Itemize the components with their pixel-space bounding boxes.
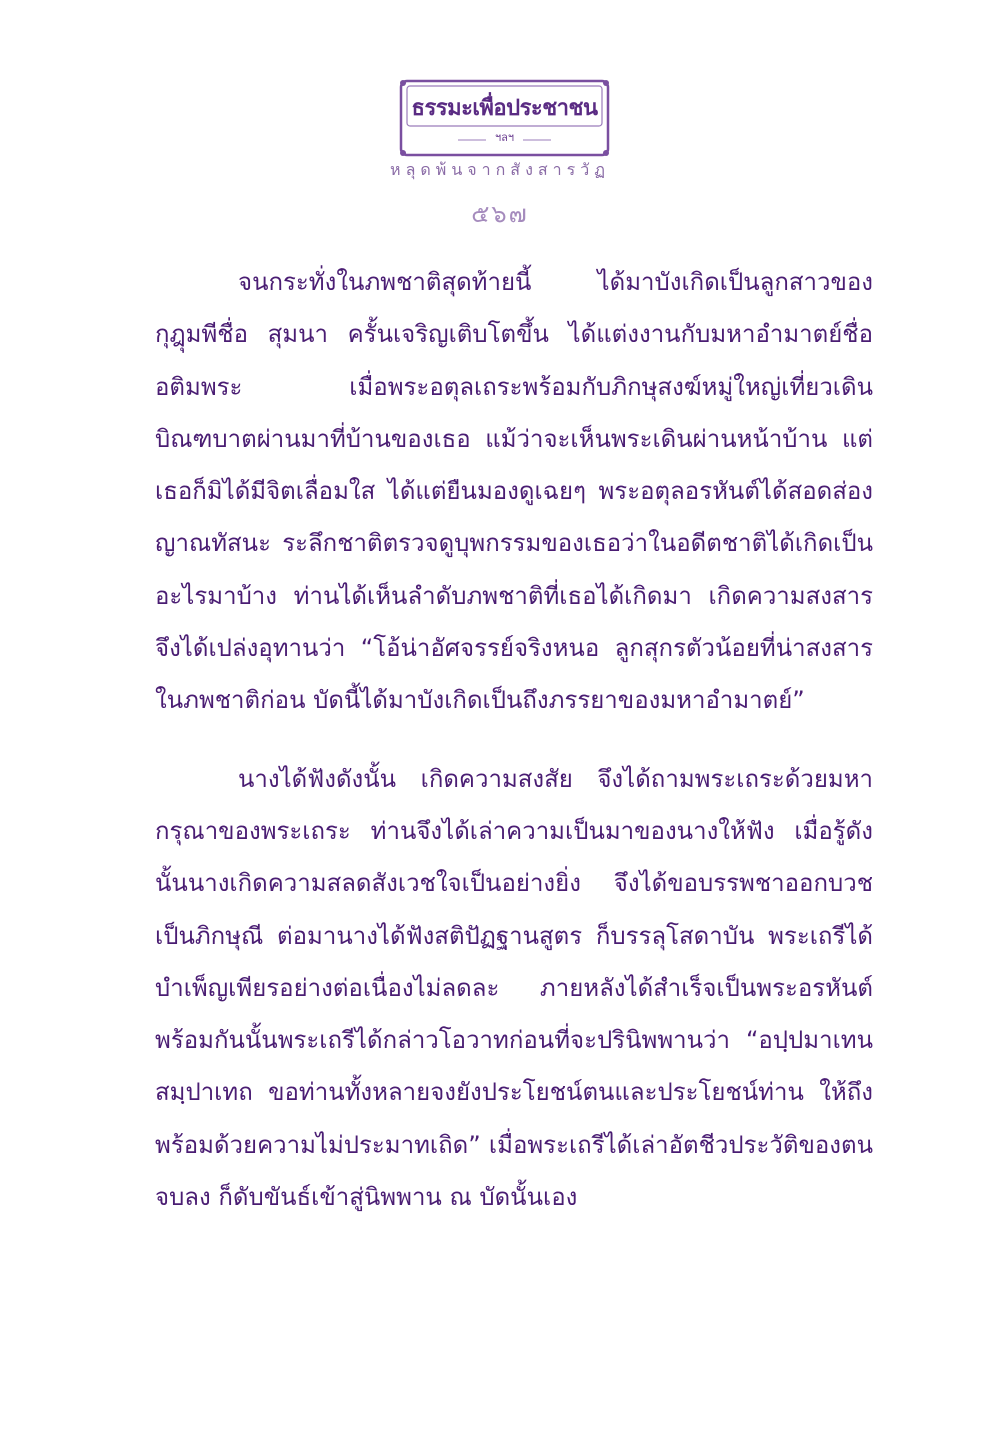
running-header: หลุดพ้นจากสังสารวัฏ [390,160,610,179]
logo-subtitle: ฯลฯ [494,131,515,144]
book-logo [398,78,611,158]
logo-title: ธรรมะเพื่อประชาชน [411,96,598,121]
body-text [155,256,873,1223]
page-header [0,0,1000,230]
paragraph-2: นางได้ฟังดังนั้น เกิดความสงสัย จึงได้ถามพระเถระด้วยมหากรุณาของพระเถระ ท่านจึงได้เล่าความเป็นมาของนางให้ฟัง เมื่อรู้ดังนั้นนางเกิดความสลดสังเวชใจเป็นอย่างยิ่ง จึงได้ขอบรรพชาออกบวชเป็นภิกษุณี ต่อมานางได้ฟังสติปัฏฐานสูตร ก็บรรลุโสดาบัน พระเถรีได้บำเพ็ญเพียรอย่างต่อเนื่องไม่ลดละ ภายหลังได้สำเร็จเป็นพระอรหันต์ พร้อมกันนั้นพระเถรีได้กล่าวโอวาทก่อนที่จะปรินิพพานว่า “อปฺปมาเทน สมฺปาเทถ ขอท่านทั้งหลายจงยังประโยชน์ตนและประโยชน์ท่าน ให้ถึงพร้อมด้วยความไม่ประมาทเถิด” เมื่อพระเถรีได้เล่าอัตชีวประวัติของตนจบลง ก็ดับขันธ์เข้าสู่นิพพาน ณ บัดนั้นเอง [155,764,873,1212]
paragraph-1: จนกระทั่งในภพชาติสุดท้ายนี้ ได้มาบังเกิดเป็นลูกสาวของกุฎุมพีชื่อ สุมนา ครั้นเจริญเติบโตขึ้น ได้แต่งงานกับมหาอำมาตย์ชื่อ อติมพระ เมื่อพระอตุลเถระพร้อมกับภิกษุสงฆ์หมู่ใหญ่เที่ยวเดินบิณฑบาตผ่านมาที่บ้านของเธอ แม้ว่าจะเห็นพระเดินผ่านหน้าบ้าน แต่เธอก็มิได้มีจิตเลื่อมใส ได้แต่ยืนมองดูเฉยๆ พระอตุลอรหันต์ได้สอดส่องญาณทัสนะ ระลึกชาติตรวจดูบุพกรรมของเธอว่าในอดีตชาติได้เกิดเป็นอะไรมาบ้าง ท่านได้เห็นลำดับภพชาติที่เธอได้เกิดมา เกิดความสงสาร จึงได้เปล่งอุทานว่า “โอ้น่าอัศจรรย์จริงหนอ ลูกสุกรตัวน้อยที่น่าสงสารในภพชาติก่อน บัดนี้ได้มาบังเกิดเป็นถึงภรรยาของมหาอำมาตย์” [155,268,873,715]
page-number: ๕๖๗ [471,200,529,228]
